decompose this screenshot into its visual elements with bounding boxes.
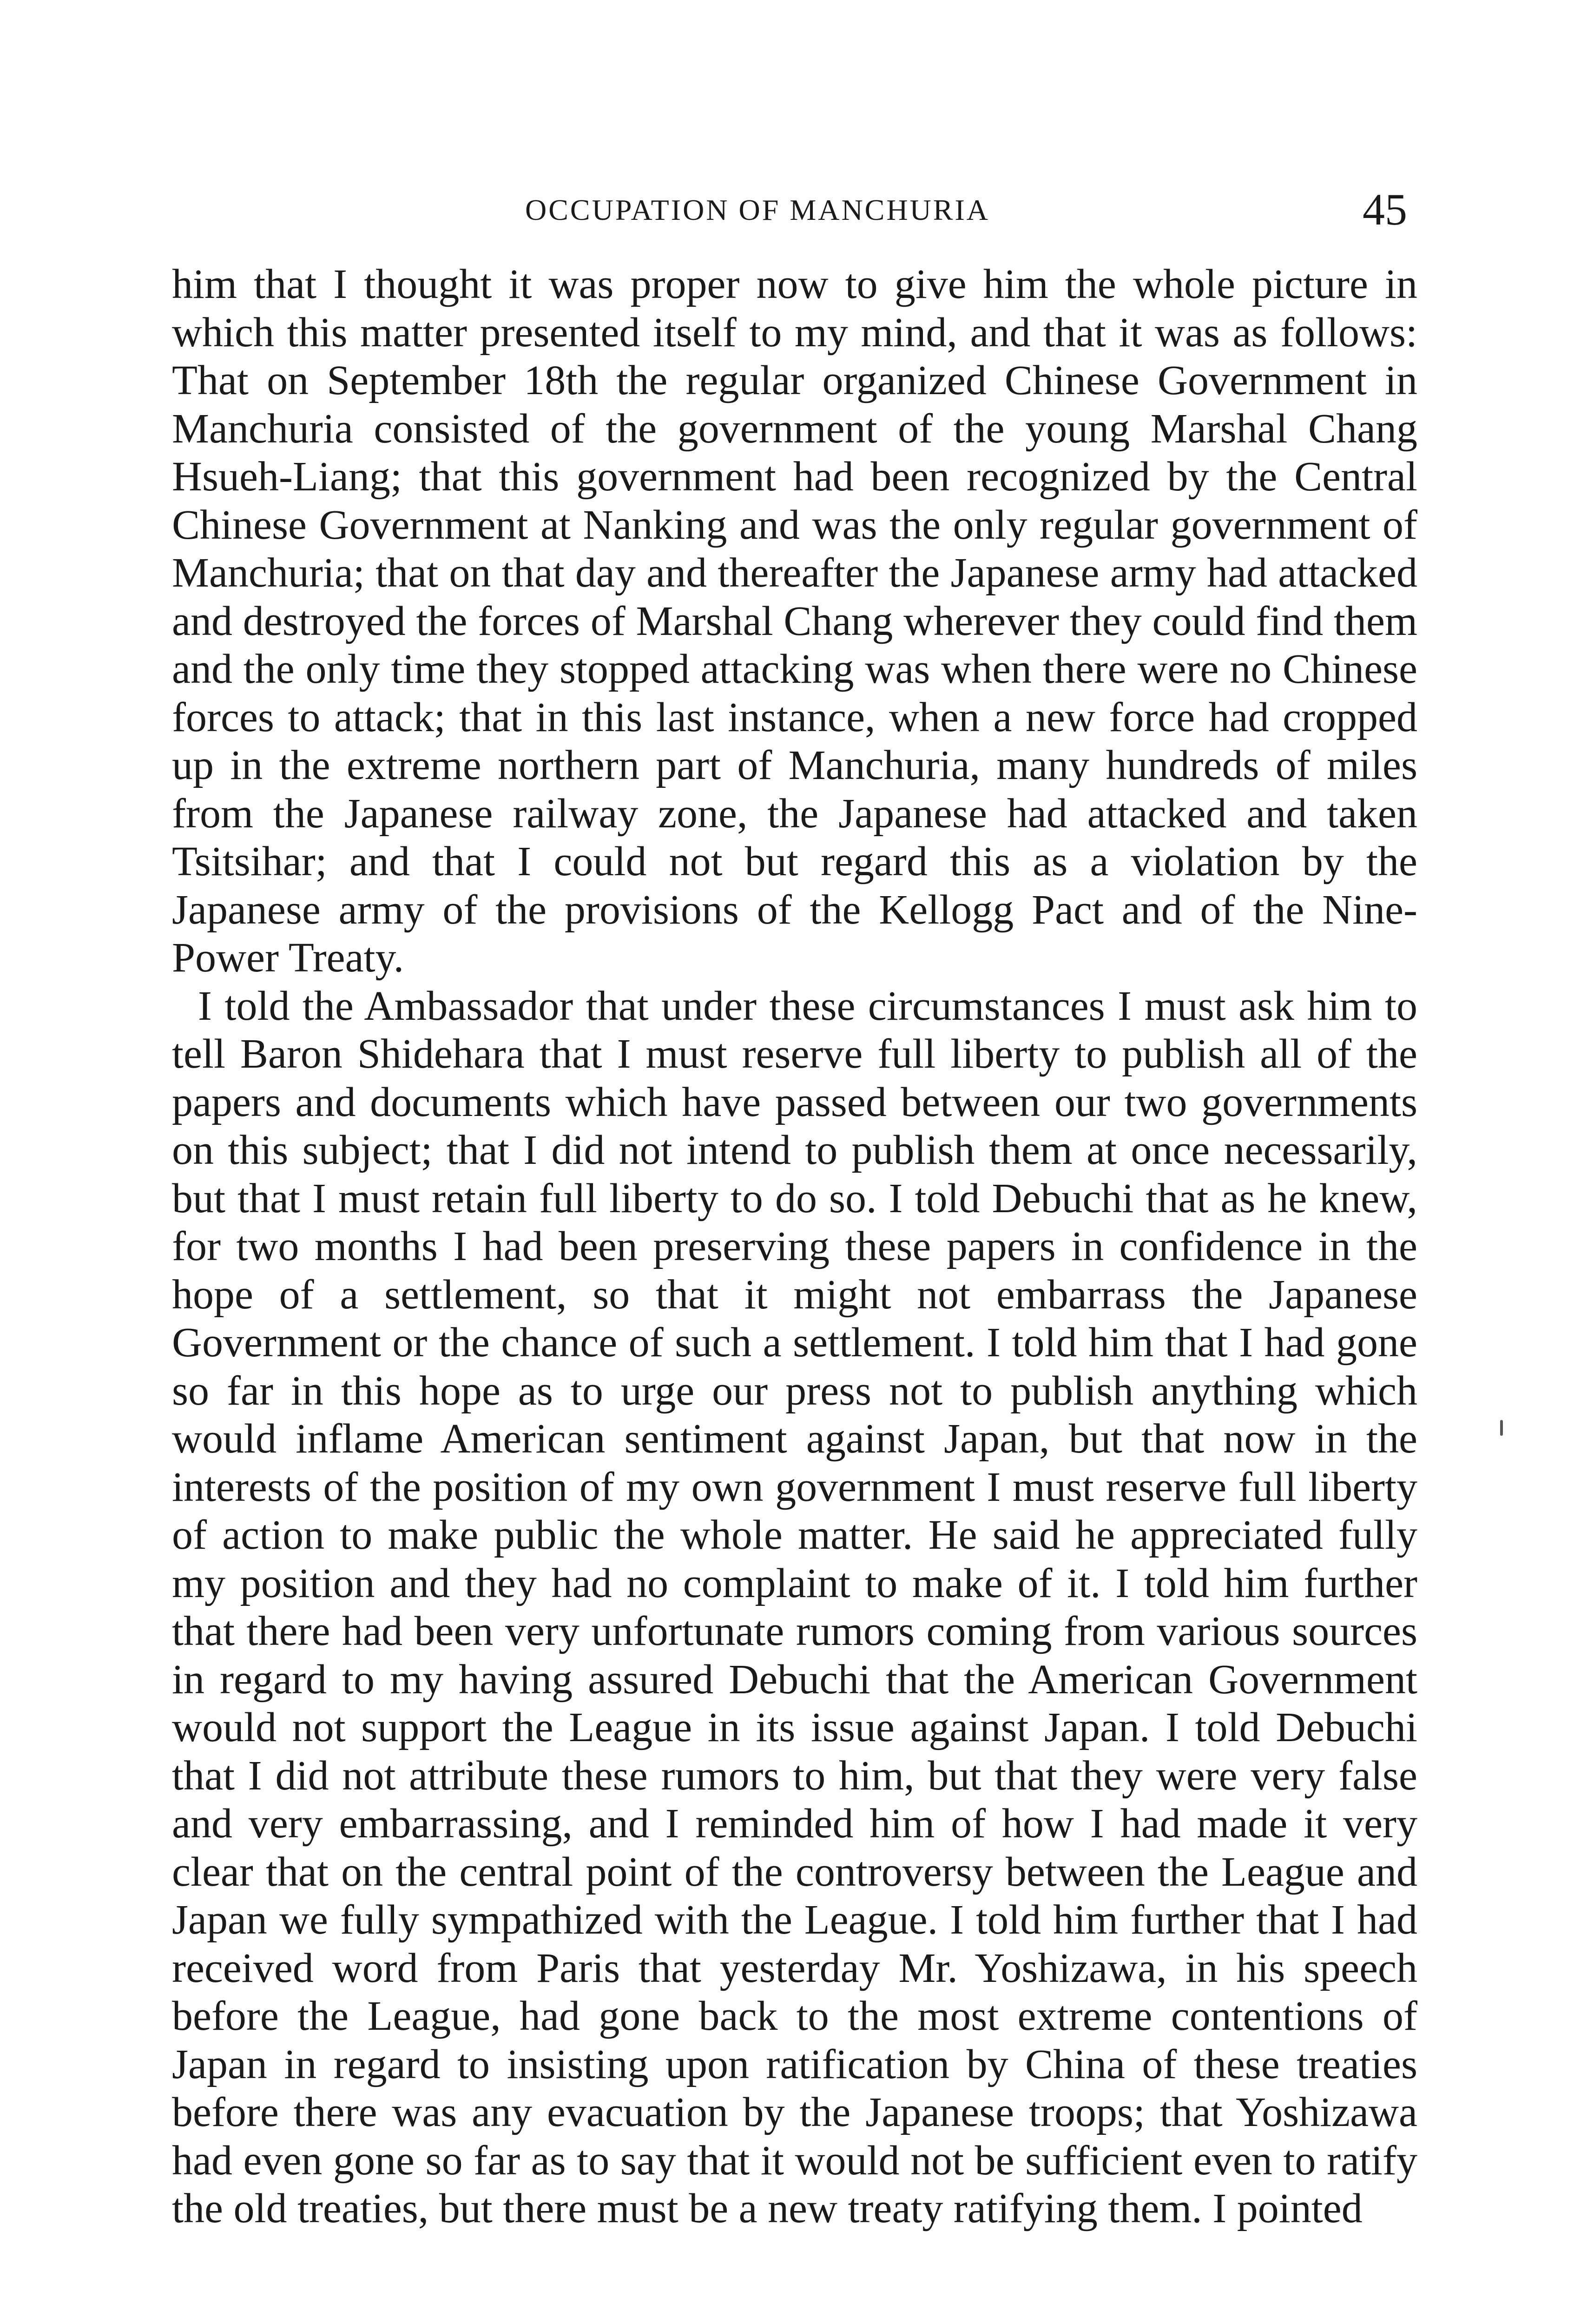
paragraph-continuation: him that I thought it was proper now to give him the whole picture in which this matter presented itself to my mind, and that it was as follows: That on September 18th the regular organized Chinese Government in Manchuria consisted of the government of the young Marshal Chang Hsueh-Liang; that this government had been recognized by the Central Chinese Government at Nanking and was the only regular government of Manchuria; that on that day and thereafter the Japanese army had attacked and destroyed the forces of Marshal Chang wherever they could find them and the only time they stopped attacking was when there were no Chinese forces to attack; that in this last instance, when a new force had cropped up in the extreme northern part of Manchuria, many hundreds of miles from the Japanese railway zone, the Japanese had attacked and taken Tsitsihar; and that I could not but regard this as a violation by the Japanese army of the provisions of the Kellogg Pact and of the Nine-Power Treaty. <box>172 261 1417 981</box>
page-number: 45 <box>1363 185 1407 234</box>
running-header <box>0 184 1574 235</box>
scan-speck <box>1500 1420 1503 1436</box>
running-title: OCCUPATION OF MANCHURIA <box>525 193 990 226</box>
body-text <box>172 260 1417 2233</box>
paragraph-ambassador: I told the Ambassador that under these circumstances I must ask him to tell Baron Shidehara that I must reserve full liberty to publish all of the papers and documents which have passed between our two governments on this subject; that I did not intend to publish them at once necessarily, but that I must retain full liberty to do so. I told Debuchi that as he knew, for two months I had been preserving these papers in confidence in the hope of a settlement, so that it might not embarrass the Japanese Government or the chance of such a settlement. I told him that I had gone so far in this hope as to urge our press not to publish anything which would inflame American sentiment against Japan, but that now in the interests of the position of my own government I must reserve full liberty of action to make public the whole matter. He said he appreciated fully my position and they had no complaint to make of it. I told him further that there had been very unfortunate rumors coming from various sources in regard to my having assured Debuchi that the American Government would not support the League in its issue against Japan. I told Debuchi that I did not attribute these rumors to him, but that they were very false and very embarrassing, and I reminded him of how I had made it very clear that on the central point of the controversy between the League and Japan we fully sympathized with the League. I told him further that I had received word from Paris that yesterday Mr. Yoshizawa, in his speech before the League, had gone back to the most extreme contentions of Japan in regard to insisting upon ratification by China of these treaties before there was any evacuation by the Japanese troops; that Yoshizawa had even gone so far as to say that it would not be sufficient even to ratify the old treaties, but there must be a new treaty ratifying them. I pointed <box>172 983 1417 2232</box>
